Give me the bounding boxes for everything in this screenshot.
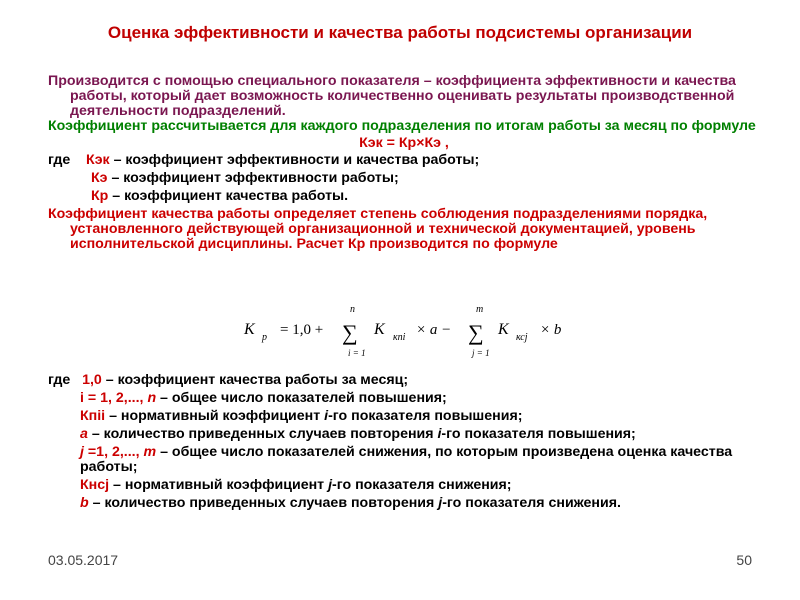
math-k3: K	[498, 321, 509, 338]
definition-ksj-b: -го показателя снижения;	[332, 477, 512, 493]
symbol-kr: Кр	[91, 188, 109, 204]
symbol-j: j	[80, 444, 84, 460]
formula-kr	[240, 300, 580, 360]
symbol-i-range: i = 1, 2,...,	[80, 390, 148, 406]
definition-ksj-j: j	[328, 477, 333, 493]
paragraph-coefficient: Коэффициент рассчитывается для каждого подразделения по итогам работы за месяц по формуле	[48, 118, 756, 134]
where-label-2: где	[48, 372, 71, 388]
symbol-kek: Кэк	[86, 152, 110, 168]
math-n: n	[350, 304, 355, 315]
definition-kr-text: – коэффициент качества работы.	[108, 188, 349, 204]
definition-a-i: i	[437, 426, 442, 442]
math-p: p	[262, 332, 267, 343]
definition-kr	[48, 189, 760, 204]
math-k: K	[244, 321, 255, 338]
symbol-n: n	[147, 390, 157, 406]
slide-body	[48, 74, 760, 252]
symbol-a: а	[80, 426, 88, 442]
definition-kpi-a: – нормативный коэффициент	[105, 408, 325, 424]
math-times-b: × b	[540, 322, 562, 338]
definition-kpi-i: i	[324, 408, 329, 424]
math-times-a: × a −	[416, 322, 452, 338]
definition-a	[48, 427, 760, 442]
definition-one	[48, 373, 760, 388]
definition-kek-text: – коэффициент эффективности и качества работы;	[109, 152, 480, 168]
where-label: где	[48, 152, 71, 168]
definition-i	[48, 391, 760, 406]
symbol-ksj: Кнсj	[80, 477, 110, 493]
definition-j-text: – общее число показателей снижения, по которым произведена оценка качества работы;	[80, 444, 733, 475]
paragraph-quality: Коэффициент качества работы определяет степень соблюдения подразделениями порядка, установленного действующей организационной и технической документацией, уровень исполнительской дисциплины. Расчет Кр производится по формуле	[48, 206, 708, 252]
math-i1: i = 1	[348, 348, 366, 358]
slide-body-lower	[48, 373, 760, 511]
symbol-kpi: Кпіі	[80, 408, 106, 424]
definition-ke-text: – коэффициент эффективности работы;	[107, 170, 399, 186]
definition-b-a: – количество приведенных случаев повторения	[88, 495, 439, 511]
math-eq: = 1,0 +	[280, 322, 324, 338]
symbol-b: b	[80, 495, 89, 511]
sigma-2: ∑	[468, 320, 484, 345]
definition-j	[48, 445, 760, 475]
definition-kpi	[48, 409, 760, 424]
slide-title: Оценка эффективности и качества работы подсистемы организации	[107, 23, 693, 42]
symbol-m: m	[143, 444, 157, 460]
definition-b	[48, 496, 760, 511]
definition-a-c: -го показателя повышения;	[441, 426, 636, 442]
paragraph-intro: Производится с помощью специального показателя – коэффициента эффективности и качества работы, который дает возможность количественно оценивать результаты производственной деятельности подразделений.	[48, 73, 736, 119]
footer-date: 03.05.2017	[48, 552, 119, 568]
definition-i-text: – общее число показателей повышения;	[156, 390, 447, 406]
definition-ksj	[48, 478, 760, 493]
sigma-1: ∑	[342, 320, 358, 345]
formula-kek: Кэк = Кр×Кэ ,	[359, 135, 449, 151]
definition-kpi-b: -го показателя повышения;	[328, 408, 523, 424]
definition-kek	[48, 153, 760, 168]
definition-one-text: – коэффициент качества работы за месяц;	[101, 372, 409, 388]
definition-b-c: -го показателя снижения.	[442, 495, 621, 511]
symbol-one: 1,0	[82, 372, 102, 388]
math-k2: K	[374, 321, 385, 338]
math-kpi: кпі	[393, 332, 406, 343]
definition-b-j: j	[438, 495, 443, 511]
math-m: m	[476, 304, 484, 315]
math-j1: j = 1	[472, 348, 490, 358]
definition-ksj-a: – нормативный коэффициент	[109, 477, 329, 493]
symbol-j-range: =1, 2,...,	[83, 444, 144, 460]
math-ksj: ксj	[516, 332, 528, 343]
symbol-ke: Кэ	[91, 170, 108, 186]
page-number: 50	[736, 552, 752, 568]
definition-ke	[48, 171, 760, 186]
definition-a-b: – количество приведенных случаев повторения	[87, 426, 438, 442]
